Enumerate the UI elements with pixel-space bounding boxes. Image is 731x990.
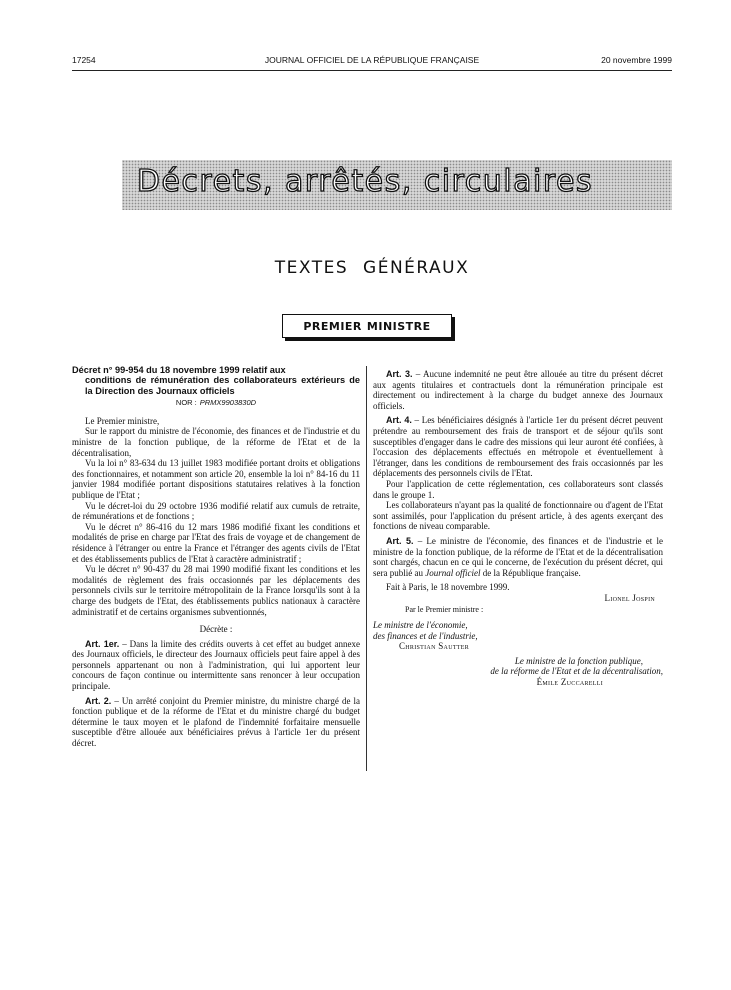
ministry-box xyxy=(282,314,452,338)
running-header xyxy=(72,55,672,69)
signature-zuccarelli: Émile Zuccarelli xyxy=(536,677,603,688)
signature-sautter: Christian Sautter xyxy=(399,641,470,652)
article-label: Art. 1er. xyxy=(85,638,120,649)
ministry-word: MINISTRE xyxy=(366,319,431,333)
article-5 xyxy=(373,536,663,578)
paragraph: Vu le décret-loi du 29 octobre 1936 modifié relatif aux cumuls de retraite, de rémunérations et de fonctions ; xyxy=(72,500,360,522)
minister-2-line: Le ministre de la fonction publique, xyxy=(514,655,643,666)
article-text: de la République française. xyxy=(480,567,581,578)
article-1 xyxy=(72,639,360,692)
article-text: – Un arrêté conjoint du Premier ministre, du ministre chargé de la fonction publique et de la réforme de l'Etat et du ministre chargé du budget détermine le taux moyen et le plafond de l'indemnité forfaitaire mensuelle susceptible d'être allouée aux bénéficiaires prévus à l'article 1er du présent décret. xyxy=(72,695,360,749)
article-label: Art. 4. xyxy=(386,415,412,426)
left-column xyxy=(72,365,360,749)
article-text: – Dans la limite des crédits ouverts à cet effet au budget annexe des Journaux officiels, le directeur des Journaux officiels peut faire appel à des personnels appartenant ou non à l'administration, qui lui apportent leur concours de façon continue ou intermittente sans renoncer à leur occupation principale. xyxy=(72,638,360,692)
article-4 xyxy=(373,415,663,479)
minister-1-title xyxy=(373,631,663,642)
minister-1-title xyxy=(373,620,663,631)
right-column xyxy=(373,365,663,688)
paragraph: Le Premier ministre, xyxy=(85,415,160,426)
article-label: Art. 5. xyxy=(386,535,414,546)
paragraph: Vu le décret n° 90-437 du 28 mai 1990 modifié fixant les conditions et les modalités de règlement des frais occasionnés par les déplacements des personnels civils sur le territoire métropolitain de la France lorsqu'ils sont à la charge des budgets de l'Etat, des établissements publics nationaux à caractère administratif et de certains organismes subventionnés, xyxy=(72,564,360,617)
header-rule xyxy=(72,70,672,71)
section-title-word: TEXTES xyxy=(274,258,349,278)
nor-reference xyxy=(72,398,360,409)
paragraph: Pour l'application de cette réglementation, ces collaborateurs sont classés dans le groupe 1. xyxy=(373,478,663,500)
issue-date: 20 novembre 1999 xyxy=(601,55,672,65)
minister-1-line: Le ministre de l'économie, xyxy=(373,620,468,631)
article-2 xyxy=(72,696,360,749)
section-title-word: GÉNÉRAUX xyxy=(363,258,470,278)
paragraph: Les collaborateurs n'ayant pas la qualité de fonctionnaire ou d'agent de l'Etat sont assimilés, pour l'application du présent article, à des agents exerçant des fonctions de niveau comparable. xyxy=(373,500,663,532)
minister-2-line: de la réforme de l'Etat et de la décentralisation, xyxy=(490,666,663,677)
minister-2-title xyxy=(373,656,663,667)
decree-title xyxy=(72,365,360,396)
article-3 xyxy=(373,369,663,411)
paragraph: Vu la loi n° 83-634 du 13 juillet 1983 modifiée portant droits et obligations des fonctionnaires, et notamment son article 20, ensemble la loi n° 84-16 du 11 janvier 1984 modifiée portant dispositions statutaires relatives à la fonction publique de l'Etat ; xyxy=(72,458,360,500)
journal-officiel-italic: Journal officiel xyxy=(425,567,481,578)
paragraph: Sur le rapport du ministre de l'économie, des finances et de l'industrie et du ministre de la fonction publique, de la réforme de l'Etat et de la décentralisation, xyxy=(72,426,360,458)
column-divider xyxy=(366,366,367,771)
banner-title: Décrets, arrêtés, circulaires xyxy=(136,164,594,199)
signature-jospin: Lionel Jospin xyxy=(604,592,655,603)
page-number: 17254 xyxy=(72,55,96,65)
minister-2-title xyxy=(373,666,663,677)
par-le-premier-ministre: Par le Premier ministre : xyxy=(405,605,484,615)
decrete-heading: Décrète : xyxy=(199,624,233,635)
nor-label: NOR : xyxy=(175,398,197,408)
article-text: – Aucune indemnité ne peut être allouée au titre du présent décret aux agents titulaires et contractuels dont la rémunération principale est directement ou indirectement à la charge du budget annexe des Journaux officiels. xyxy=(373,369,663,411)
ministry-word: PREMIER xyxy=(303,319,362,333)
decree-title-line: Décret n° 99-954 du 18 novembre 1999 relatif aux xyxy=(72,365,286,375)
journal-title: JOURNAL OFFICIEL DE LA RÉPUBLIQUE FRANÇAISE xyxy=(264,55,480,65)
section-title xyxy=(72,258,672,278)
article-label: Art. 2. xyxy=(85,695,112,706)
decree-title-continued: conditions de rémunération des collaborateurs extérieurs de la Direction des Journaux officiels xyxy=(85,375,360,396)
article-label: Art. 3. xyxy=(386,369,413,379)
article-text: – Les bénéficiaires désignés à l'article 1er du présent décret peuvent prétendre au remboursement des frais de transport et de séjour qu'ils sont susceptibles d'engager dans le cadre des missions qui leur auront été confiées, à l'occasion des déplacements effectués en métropole et éventuellement à l'étranger, dans les conditions de remboursement des frais occasionnés par les déplacements des personnels civils de l'Etat. xyxy=(373,415,663,479)
article-text: – Le ministre de l'économie, des finances et de l'industrie et le ministre de la fonction publique, de la réforme de l'Etat et de la décentralisation sont chargés, chacun en ce qui le concerne, de l'exécution du présent décret, qui sera publié au xyxy=(373,535,663,578)
nor-value: PRMX9903830D xyxy=(199,398,257,408)
fait-a-paris: Fait à Paris, le 18 novembre 1999. xyxy=(386,582,510,593)
paragraph: Vu le décret n° 86-416 du 12 mars 1986 modifié fixant les conditions et modalités de prise en charge par l'Etat des frais de voyage et de changement de résidence à l'étranger ou entre la France et l'étranger des agents civils de l'Etat et des établissements publics de l'Etat à caractère administratif ; xyxy=(72,521,360,564)
minister-1-line: des finances et de l'industrie, xyxy=(373,630,478,641)
